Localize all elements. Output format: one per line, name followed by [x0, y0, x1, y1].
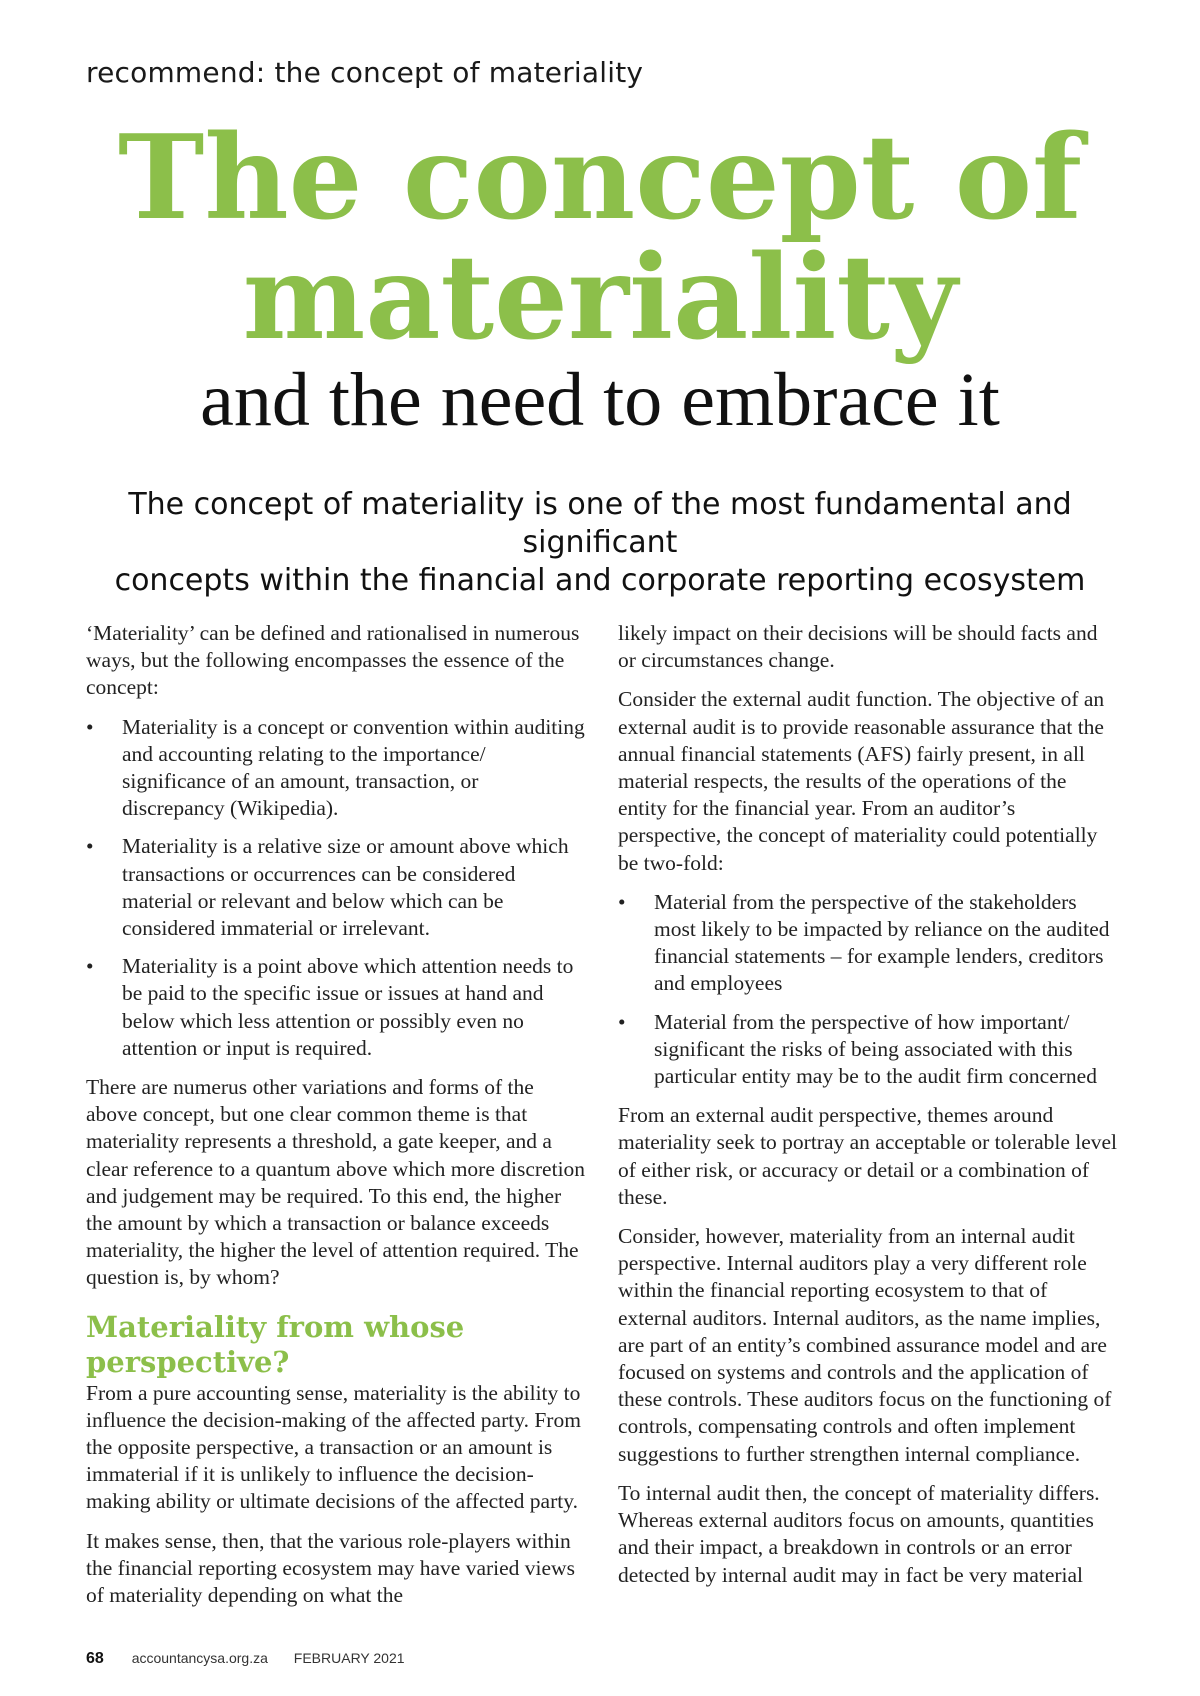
body-paragraph: From a pure accounting sense, materiality is the ability to influence the decision-making of the affected party. From the opposite perspective, a transaction or an amount is immaterial if it is unlikely to influence the decision-making ability or ultimate decisions of the affected party. — [86, 1380, 581, 1514]
body-paragraph: likely impact on their decisions will be should facts and or circumstances change. — [618, 621, 1098, 673]
page-footer — [86, 1650, 405, 1668]
list-item: • Materiality is a relative size or amount above which transactions or occurrences can be considered material or relevant and below which can be considered immaterial or irrelevant. — [86, 833, 586, 942]
standfirst-line-1: The concept of materiality is one of the most fundamental and significant — [128, 487, 1072, 560]
title-line-2: materiality — [242, 230, 958, 366]
title-line-1: The concept of — [118, 110, 1082, 246]
body-paragraph: From an external audit perspective, themes around materiality seek to portray an acceptable or tolerable level of either risk, or accuracy or detail or a combination of these. — [618, 1103, 1118, 1209]
perspective-list — [618, 889, 1118, 1090]
article-title — [0, 110, 1200, 366]
page-number: 68 — [86, 1650, 104, 1667]
section-kicker: recommend: the concept of materiality — [86, 56, 644, 89]
body-paragraph: To internal audit then, the concept of materiality differs. Whereas external auditors focus on amounts, quantities and their impact, a breakdown in controls or an error detected by internal audit may in fact be very material — [618, 1480, 1100, 1587]
body-paragraph: It makes sense, then, that the various role-players within the financial reporting ecosystem may have varied views of materiality depending on what the — [86, 1528, 575, 1608]
footer-issue: FEBRUARY 2021 — [293, 1650, 405, 1666]
article-standfirst — [70, 486, 1130, 600]
list-item: • Material from the perspective of the stakeholders most likely to be impacted by reliance on the audited financial statements – for example lenders, creditors and employees — [618, 889, 1118, 998]
list-item: • Material from the perspective of how important/ significant the risks of being associated with this particular entity may be to the audit firm concerned — [618, 1009, 1118, 1091]
section-heading: Materiality from whose perspective? — [86, 1309, 465, 1379]
list-item: • Materiality is a concept or convention within auditing and accounting relating to the importance/ significance of an amount, transaction, or discrepancy (Wikipedia). — [86, 714, 586, 823]
list-item: • Materiality is a point above which attention needs to be paid to the specific issue or issues at hand and below which less attention or possibly even no attention or input is required. — [86, 953, 586, 1062]
right-column — [618, 620, 1118, 1601]
body-paragraph: Consider, however, materiality from an internal audit perspective. Internal auditors play a very different role within the financial reporting ecosystem to that of external auditors. Internal auditors, as the name implies, are part of an entity’s combined assurance model and are focused on systems and controls and the application of these controls. These auditors focus on the functioning of controls, compensating controls and often implement suggestions to further strengthen internal compliance. — [618, 1224, 1112, 1466]
body-paragraph: There are numerus other variations and forms of the above concept, but one clear common theme is that materiality represents a threshold, a gate keeper, and a clear reference to a quantum above which more discretion and judgement may be required. To this end, the higher the amount by which a transaction or balance exceeds materiality, the higher the level of attention required. The question is, by whom? — [86, 1075, 586, 1290]
definition-list — [86, 714, 586, 1062]
article-subtitle: and the need to embrace it — [200, 358, 1000, 442]
body-paragraph: Consider the external audit function. The objective of an external audit is to provide reasonable assurance that the annual financial statements (AFS) fairly present, in all material respects, the results of the operations of the entity for the financial year. From an auditor’s perspective, the concept of materiality could potentially be two-fold: — [618, 687, 1105, 875]
intro-paragraph: ‘Materiality’ can be defined and rationalised in numerous ways, but the following encompasses the essence of the concept: — [86, 621, 580, 700]
left-column — [86, 620, 586, 1621]
standfirst-line-2: concepts within the financial and corporate reporting ecosystem — [114, 563, 1086, 598]
footer-website: accountancysa.org.za — [131, 1650, 268, 1666]
